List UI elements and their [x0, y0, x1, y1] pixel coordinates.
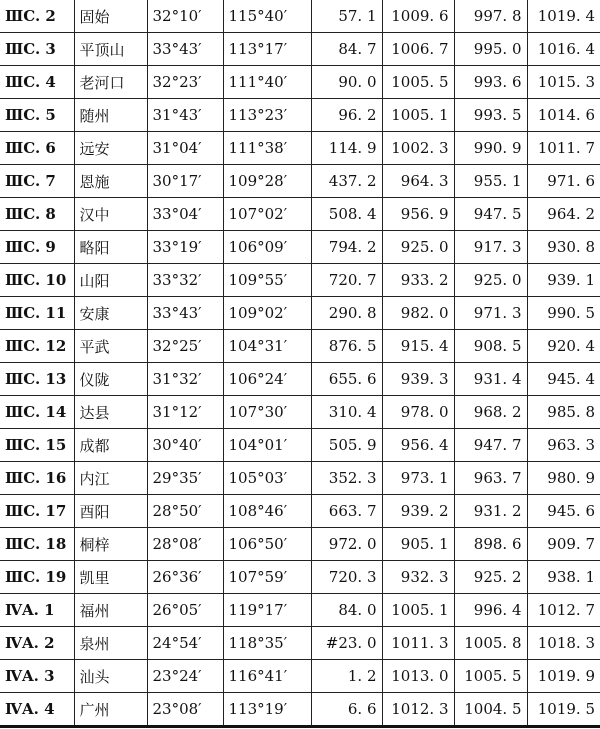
value-4-cell: 945. 6	[527, 495, 600, 528]
station-name-cell: 汕头	[74, 660, 147, 693]
station-code-cell: ⅢC. 3	[0, 33, 74, 66]
latitude-cell: 24°54′	[147, 627, 223, 660]
table-row	[0, 693, 600, 727]
value-1-cell: 84. 7	[311, 33, 382, 66]
value-3-cell: 993. 6	[454, 66, 527, 99]
latitude-cell: 33°19′	[147, 231, 223, 264]
value-2-cell: 978. 0	[382, 396, 454, 429]
value-3-cell: 995. 0	[454, 33, 527, 66]
value-2-cell: 915. 4	[382, 330, 454, 363]
value-2-cell: 1005. 5	[382, 66, 454, 99]
value-4-cell: 990. 5	[527, 297, 600, 330]
value-3-cell: 947. 5	[454, 198, 527, 231]
table-row	[0, 594, 600, 627]
longitude-cell: 108°46′	[223, 495, 311, 528]
longitude-cell: 111°40′	[223, 66, 311, 99]
station-code-cell: ⅣA. 1	[0, 594, 74, 627]
value-4-cell: 1016. 4	[527, 33, 600, 66]
longitude-cell: 106°09′	[223, 231, 311, 264]
longitude-cell: 107°59′	[223, 561, 311, 594]
value-3-cell: 908. 5	[454, 330, 527, 363]
value-1-cell: 505. 9	[311, 429, 382, 462]
value-4-cell: 1011. 7	[527, 132, 600, 165]
station-code-cell: ⅢC. 19	[0, 561, 74, 594]
latitude-cell: 30°40′	[147, 429, 223, 462]
value-1-cell: 6. 6	[311, 693, 382, 727]
longitude-cell: 107°30′	[223, 396, 311, 429]
value-1-cell: 114. 9	[311, 132, 382, 165]
station-name-cell: 略阳	[74, 231, 147, 264]
value-3-cell: 968. 2	[454, 396, 527, 429]
value-3-cell: 1005. 5	[454, 660, 527, 693]
longitude-cell: 106°50′	[223, 528, 311, 561]
value-3-cell: 931. 4	[454, 363, 527, 396]
latitude-cell: 32°25′	[147, 330, 223, 363]
value-2-cell: 956. 9	[382, 198, 454, 231]
latitude-cell: 33°04′	[147, 198, 223, 231]
value-2-cell: 905. 1	[382, 528, 454, 561]
value-4-cell: 1015. 3	[527, 66, 600, 99]
value-4-cell: 1019. 9	[527, 660, 600, 693]
value-4-cell: 980. 9	[527, 462, 600, 495]
longitude-cell: 104°31′	[223, 330, 311, 363]
latitude-cell: 30°17′	[147, 165, 223, 198]
table-row	[0, 99, 600, 132]
station-name-cell: 广州	[74, 693, 147, 727]
longitude-cell: 104°01′	[223, 429, 311, 462]
latitude-cell: 26°05′	[147, 594, 223, 627]
value-3-cell: 931. 2	[454, 495, 527, 528]
value-4-cell: 909. 7	[527, 528, 600, 561]
value-1-cell: 437. 2	[311, 165, 382, 198]
value-4-cell: 1012. 7	[527, 594, 600, 627]
value-1-cell: 290. 8	[311, 297, 382, 330]
table-row	[0, 363, 600, 396]
latitude-cell: 31°43′	[147, 99, 223, 132]
value-2-cell: 1005. 1	[382, 594, 454, 627]
latitude-cell: 29°35′	[147, 462, 223, 495]
latitude-cell: 33°43′	[147, 33, 223, 66]
value-4-cell: 920. 4	[527, 330, 600, 363]
longitude-cell: 106°24′	[223, 363, 311, 396]
value-4-cell: 1018. 3	[527, 627, 600, 660]
table-row	[0, 627, 600, 660]
longitude-cell: 113°23′	[223, 99, 311, 132]
value-4-cell: 985. 8	[527, 396, 600, 429]
station-name-cell: 酉阳	[74, 495, 147, 528]
station-name-cell: 凯里	[74, 561, 147, 594]
station-name-cell: 汉中	[74, 198, 147, 231]
value-3-cell: 925. 0	[454, 264, 527, 297]
station-code-cell: ⅣA. 3	[0, 660, 74, 693]
value-4-cell: 971. 6	[527, 165, 600, 198]
value-2-cell: 925. 0	[382, 231, 454, 264]
value-2-cell: 933. 2	[382, 264, 454, 297]
longitude-cell: 109°55′	[223, 264, 311, 297]
station-code-cell: ⅢC. 2	[0, 0, 74, 33]
longitude-cell: 119°17′	[223, 594, 311, 627]
station-name-cell: 远安	[74, 132, 147, 165]
station-name-cell: 山阳	[74, 264, 147, 297]
station-name-cell: 达县	[74, 396, 147, 429]
latitude-cell: 33°32′	[147, 264, 223, 297]
longitude-cell: 105°03′	[223, 462, 311, 495]
table-row	[0, 66, 600, 99]
value-1-cell: 655. 6	[311, 363, 382, 396]
station-code-cell: ⅣA. 4	[0, 693, 74, 727]
value-1-cell: 720. 7	[311, 264, 382, 297]
table-row	[0, 198, 600, 231]
value-3-cell: 993. 5	[454, 99, 527, 132]
station-code-cell: ⅢC. 14	[0, 396, 74, 429]
value-2-cell: 932. 3	[382, 561, 454, 594]
station-name-cell: 内江	[74, 462, 147, 495]
value-1-cell: 663. 7	[311, 495, 382, 528]
value-2-cell: 1006. 7	[382, 33, 454, 66]
value-4-cell: 939. 1	[527, 264, 600, 297]
value-3-cell: 990. 9	[454, 132, 527, 165]
longitude-cell: 118°35′	[223, 627, 311, 660]
value-3-cell: 1005. 8	[454, 627, 527, 660]
value-4-cell: 945. 4	[527, 363, 600, 396]
table-row	[0, 231, 600, 264]
station-name-cell: 平武	[74, 330, 147, 363]
station-code-cell: ⅢC. 12	[0, 330, 74, 363]
latitude-cell: 23°24′	[147, 660, 223, 693]
longitude-cell: 113°19′	[223, 693, 311, 727]
table-row	[0, 165, 600, 198]
value-4-cell: 963. 3	[527, 429, 600, 462]
longitude-cell: 115°40′	[223, 0, 311, 33]
value-1-cell: #23. 0	[311, 627, 382, 660]
value-3-cell: 963. 7	[454, 462, 527, 495]
value-2-cell: 1009. 6	[382, 0, 454, 33]
station-code-cell: ⅢC. 16	[0, 462, 74, 495]
table-row	[0, 561, 600, 594]
value-2-cell: 956. 4	[382, 429, 454, 462]
longitude-cell: 116°41′	[223, 660, 311, 693]
table-row	[0, 132, 600, 165]
value-2-cell: 939. 3	[382, 363, 454, 396]
value-3-cell: 917. 3	[454, 231, 527, 264]
value-3-cell: 955. 1	[454, 165, 527, 198]
value-3-cell: 947. 7	[454, 429, 527, 462]
value-2-cell: 1002. 3	[382, 132, 454, 165]
station-code-cell: ⅢC. 5	[0, 99, 74, 132]
station-code-cell: ⅢC. 8	[0, 198, 74, 231]
latitude-cell: 31°04′	[147, 132, 223, 165]
station-code-cell: ⅢC. 17	[0, 495, 74, 528]
value-1-cell: 352. 3	[311, 462, 382, 495]
value-1-cell: 972. 0	[311, 528, 382, 561]
station-code-cell: ⅢC. 10	[0, 264, 74, 297]
value-1-cell: 720. 3	[311, 561, 382, 594]
station-name-cell: 成都	[74, 429, 147, 462]
table-row	[0, 495, 600, 528]
table-row	[0, 660, 600, 693]
value-3-cell: 996. 4	[454, 594, 527, 627]
value-1-cell: 794. 2	[311, 231, 382, 264]
table-row	[0, 297, 600, 330]
table-row	[0, 396, 600, 429]
table-row	[0, 33, 600, 66]
latitude-cell: 32°10′	[147, 0, 223, 33]
value-1-cell: 876. 5	[311, 330, 382, 363]
table-row	[0, 528, 600, 561]
table-row	[0, 330, 600, 363]
latitude-cell: 28°50′	[147, 495, 223, 528]
value-2-cell: 1012. 3	[382, 693, 454, 727]
longitude-cell: 109°02′	[223, 297, 311, 330]
station-code-cell: ⅢC. 7	[0, 165, 74, 198]
station-code-cell: ⅢC. 9	[0, 231, 74, 264]
value-2-cell: 1011. 3	[382, 627, 454, 660]
value-4-cell: 938. 1	[527, 561, 600, 594]
station-name-cell: 随州	[74, 99, 147, 132]
longitude-cell: 113°17′	[223, 33, 311, 66]
value-3-cell: 1004. 5	[454, 693, 527, 727]
value-1-cell: 84. 0	[311, 594, 382, 627]
longitude-cell: 109°28′	[223, 165, 311, 198]
station-name-cell: 恩施	[74, 165, 147, 198]
station-name-cell: 泉州	[74, 627, 147, 660]
station-code-cell: ⅢC. 18	[0, 528, 74, 561]
value-3-cell: 898. 6	[454, 528, 527, 561]
value-2-cell: 1005. 1	[382, 99, 454, 132]
table-row	[0, 264, 600, 297]
value-3-cell: 925. 2	[454, 561, 527, 594]
value-2-cell: 964. 3	[382, 165, 454, 198]
value-4-cell: 1019. 4	[527, 0, 600, 33]
station-name-cell: 固始	[74, 0, 147, 33]
station-name-cell: 桐梓	[74, 528, 147, 561]
station-name-cell: 安康	[74, 297, 147, 330]
station-name-cell: 老河口	[74, 66, 147, 99]
value-4-cell: 1019. 5	[527, 693, 600, 727]
value-1-cell: 508. 4	[311, 198, 382, 231]
value-2-cell: 973. 1	[382, 462, 454, 495]
value-4-cell: 1014. 6	[527, 99, 600, 132]
value-2-cell: 939. 2	[382, 495, 454, 528]
value-1-cell: 96. 2	[311, 99, 382, 132]
latitude-cell: 26°36′	[147, 561, 223, 594]
value-4-cell: 964. 2	[527, 198, 600, 231]
value-1-cell: 57. 1	[311, 0, 382, 33]
station-code-cell: ⅢC. 11	[0, 297, 74, 330]
station-name-cell: 平顶山	[74, 33, 147, 66]
value-1-cell: 90. 0	[311, 66, 382, 99]
longitude-cell: 111°38′	[223, 132, 311, 165]
longitude-cell: 107°02′	[223, 198, 311, 231]
value-1-cell: 310. 4	[311, 396, 382, 429]
value-2-cell: 1013. 0	[382, 660, 454, 693]
station-name-cell: 福州	[74, 594, 147, 627]
station-code-cell: ⅣA. 2	[0, 627, 74, 660]
table-row	[0, 429, 600, 462]
value-2-cell: 982. 0	[382, 297, 454, 330]
latitude-cell: 32°23′	[147, 66, 223, 99]
table-row	[0, 462, 600, 495]
station-code-cell: ⅢC. 4	[0, 66, 74, 99]
latitude-cell: 31°32′	[147, 363, 223, 396]
table-row	[0, 0, 600, 33]
value-3-cell: 971. 3	[454, 297, 527, 330]
value-3-cell: 997. 8	[454, 0, 527, 33]
latitude-cell: 33°43′	[147, 297, 223, 330]
station-code-cell: ⅢC. 15	[0, 429, 74, 462]
latitude-cell: 31°12′	[147, 396, 223, 429]
value-1-cell: 1. 2	[311, 660, 382, 693]
station-code-cell: ⅢC. 13	[0, 363, 74, 396]
station-code-cell: ⅢC. 6	[0, 132, 74, 165]
station-name-cell: 仪陇	[74, 363, 147, 396]
latitude-cell: 23°08′	[147, 693, 223, 727]
value-4-cell: 930. 8	[527, 231, 600, 264]
latitude-cell: 28°08′	[147, 528, 223, 561]
